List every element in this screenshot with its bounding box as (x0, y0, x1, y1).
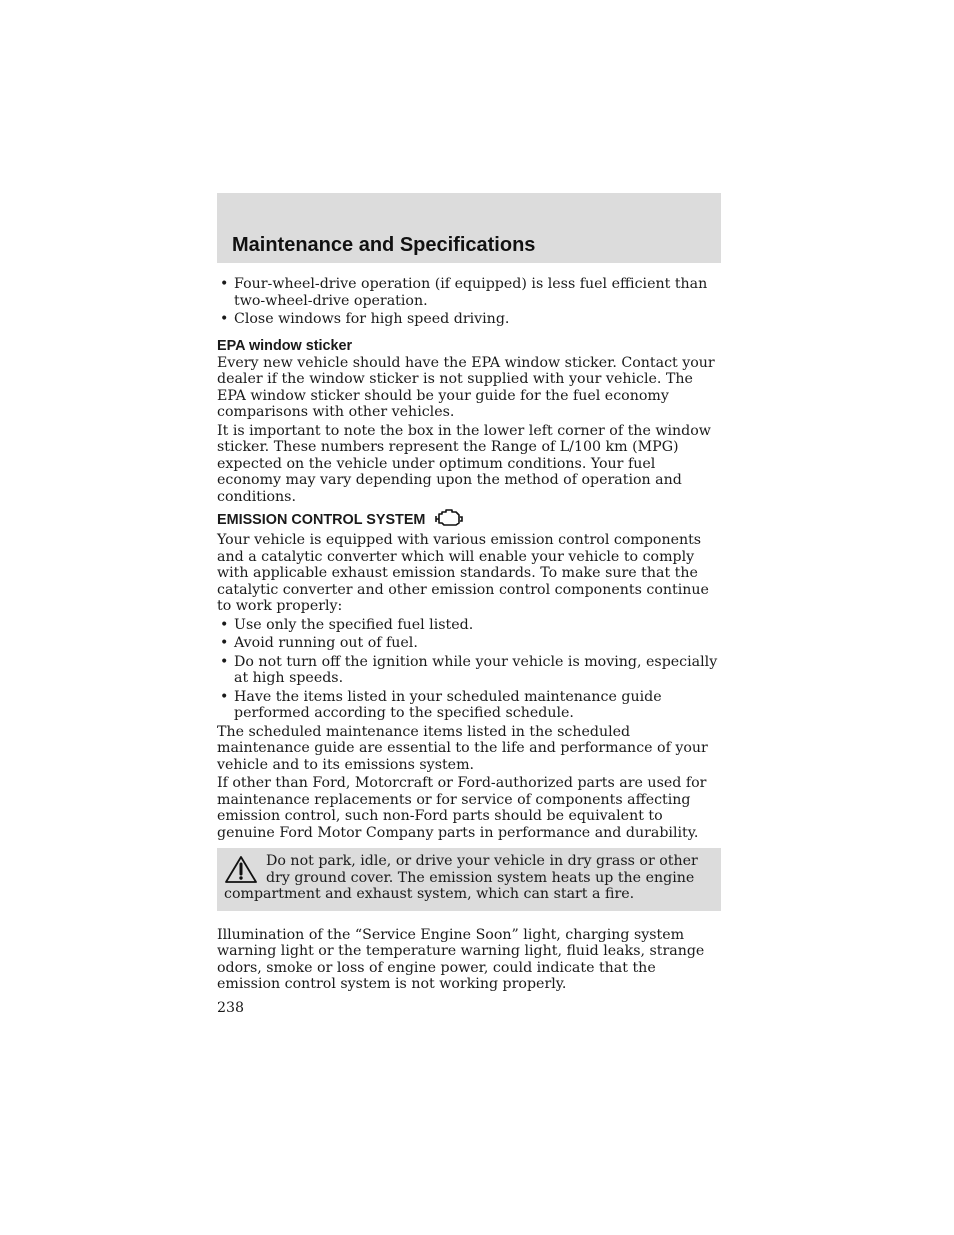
list-item: • Use only the specified fuel listed. (217, 617, 721, 634)
emission-bullet-list (217, 617, 721, 722)
epa-heading: EPA window sticker (217, 337, 353, 354)
body (217, 276, 721, 1016)
emission-heading-text: EMISSION CONTROL SYSTEM (217, 512, 426, 528)
list-item: • Do not turn off the ignition while your vehicle is moving, especially at high speeds. (217, 654, 721, 687)
list-item: • Have the items listed in your scheduled maintenance guide performed according to the specified schedule. (217, 689, 721, 722)
paragraph: Your vehicle is equipped with various emission control components and a catalytic converter which will enable your vehicle to comply with applicable exhaust emission standards. To make sure that the catalytic converter and other emission control components continue to work properly: (217, 532, 709, 614)
warning-text: Do not park, idle, or drive your vehicle in dry grass or other dry ground cover. The emission system heats up the engine compartment and exhaust system, which can start a fire. (224, 853, 698, 902)
paragraph: Every new vehicle should have the EPA window sticker. Contact your dealer if the window sticker is not supplied with your vehicle. The EPA window sticker should be your guide for the fuel economy comparisons with other vehicles. (217, 354, 715, 420)
list-item: • Four-wheel-drive operation (if equipped) is less fuel efficient than two-wheel-drive operation. (217, 276, 721, 309)
paragraph: If other than Ford, Motorcraft or Ford-authorized parts are used for maintenance replacements or for service of components affecting emission control, such non-Ford parts should be equivalent to genuine Ford Motor Company parts in performance and durability. (217, 775, 707, 841)
intro-bullet-list (217, 276, 721, 328)
engine-icon (435, 507, 463, 532)
section-title: Maintenance and Specifications (232, 234, 536, 256)
list-item: • Avoid running out of fuel. (217, 635, 721, 652)
list-item: • Close windows for high speed driving. (217, 311, 721, 328)
warning-triangle-icon (224, 855, 258, 885)
paragraph: It is important to note the box in the lower left corner of the window sticker. These numbers represent the Range of L/100 km (MPG) expected on the vehicle under optimum conditions. Your fuel economy may vary depending upon the method of operation and conditions. (217, 422, 711, 505)
page-number: 238 (217, 999, 245, 1016)
page-content (217, 193, 721, 1016)
emission-heading (217, 507, 721, 532)
paragraph: The scheduled maintenance items listed in the scheduled maintenance guide are essential to the life and performance of your vehicle and to its emissions system. (217, 723, 708, 773)
paragraph: Illumination of the “Service Engine Soon” light, charging system warning light or the temperature warning light, fluid leaks, strange odors, smoke or loss of engine power, could indicate that the emission control system is not working properly. (217, 926, 705, 992)
warning-box (217, 848, 721, 911)
section-header (217, 193, 721, 263)
